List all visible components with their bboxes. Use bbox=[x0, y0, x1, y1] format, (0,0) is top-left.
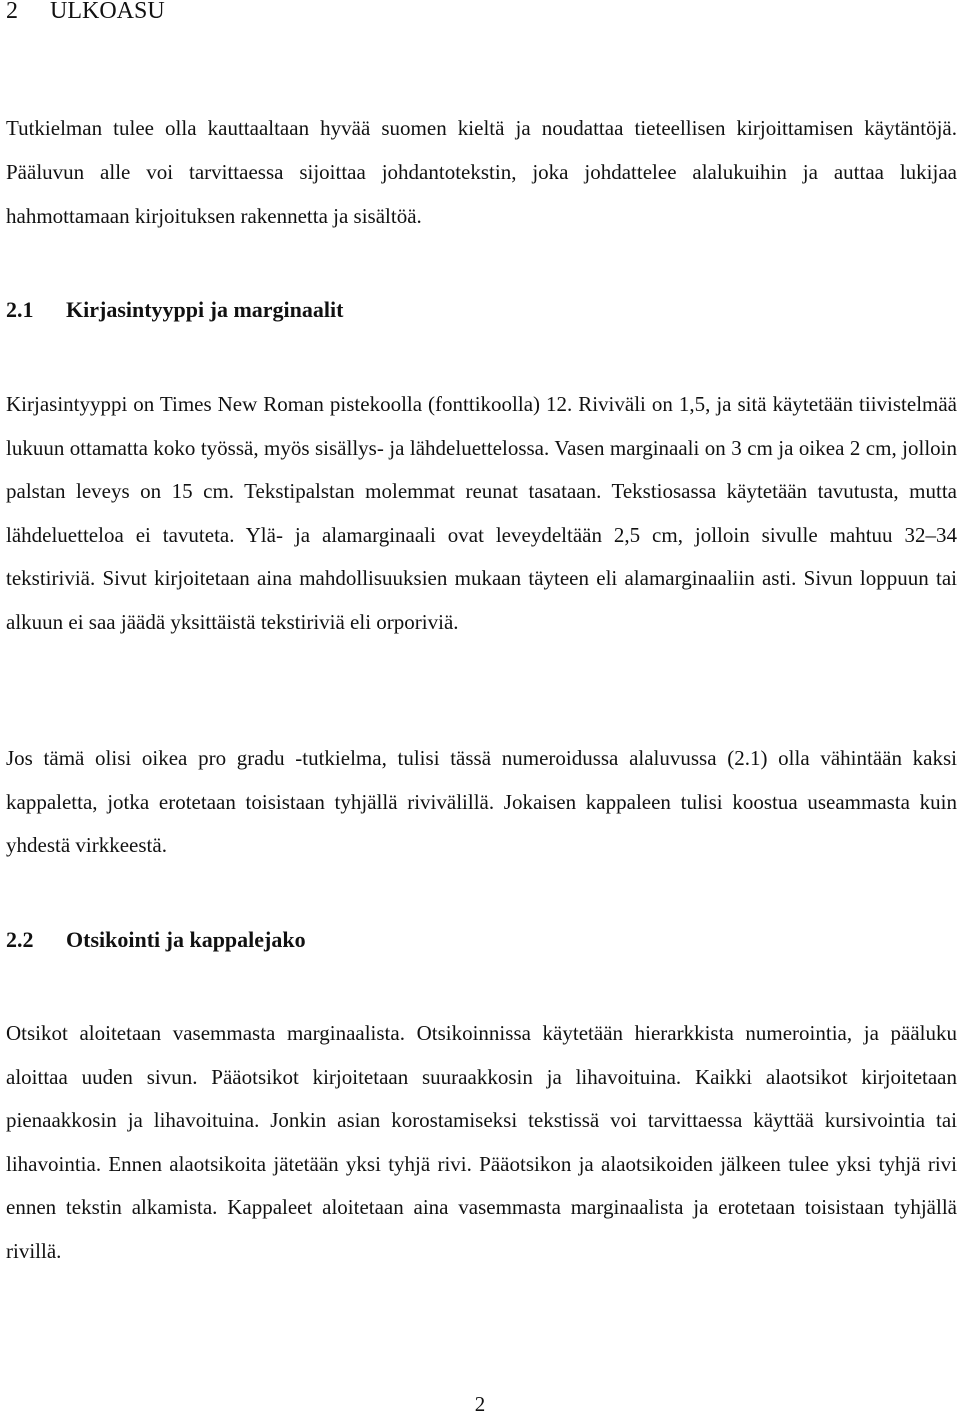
section-2-1-paragraph-1: Kirjasintyyppi on Times New Roman pistekoolla (fonttikoolla) 12. Riviväli on 1,5, ja sitä käytetään tiivistelmää lukuun ottamatta koko työssä, myös sisällys- ja lähdeluettelossa. Vasen marginaali on 3 cm ja oikea 2 cm, jolloin palstan leveys on 15 cm. Tekstipalstan molemmat reunat tasataan. Tekstiosassa käytetään tavutusta, mutta lähdeluetteloa ei tavuteta. Ylä- ja alamarginaali ovat leveydeltään 2,5 cm, jolloin sivulle mahtuu 32–34 tekstiriviä. Sivut kirjoitetaan aina mahdollisuuksien mukaan täyteen eli alamarginaaliin asti. Sivun loppuun tai alkuun ei saa jäädä yksittäistä tekstiriviä eli orporiviä. bbox=[6, 392, 957, 634]
chapter-title: ULKOASU bbox=[50, 0, 165, 24]
section-2-1-paragraph-2: Jos tämä olisi oikea pro gradu -tutkielma, tulisi tässä numeroidussa alaluvussa (2.1) olla vähintään kaksi kappaletta, jotka erotetaan toisistaan tyhjällä rivivälillä. Jokaisen kappaleen tulisi koostua useammasta kuin yhdestä virkkeestä. bbox=[6, 746, 957, 857]
section-2-2-title: Otsikointi ja kappalejako bbox=[66, 927, 306, 952]
section-2-1-number: 2.1 bbox=[6, 297, 34, 322]
section-2-1-title: Kirjasintyyppi ja marginaalit bbox=[66, 297, 344, 322]
chapter-heading bbox=[6, 0, 165, 28]
section-2-1-heading bbox=[6, 295, 343, 325]
page-number: 2 bbox=[474, 1392, 486, 1416]
intro-paragraph: Tutkielman tulee olla kauttaaltaan hyvää suomen kieltä ja noudattaa tieteellisen kirjoittamisen käytäntöjä. Pääluvun alle voi tarvittaessa sijoittaa johdantotekstin, joka johdattelee alalukuihin ja auttaa lukijaa hahmottamaan kirjoituksen rakennetta ja sisältöä. bbox=[6, 116, 957, 228]
chapter-number: 2 bbox=[6, 0, 18, 24]
section-2-2-heading bbox=[6, 925, 306, 955]
section-2-2-paragraph-1: Otsikot aloitetaan vasemmasta marginaalista. Otsikoinnissa käytetään hierarkkista numerointia, ja pääluku aloittaa uuden sivun. Pääotsikot kirjoitetaan suuraakkosin ja lihavoituina. Kaikki alaotsikot kirjoitetaan pienaakkosin ja lihavoituina. Jonkin asian korostamiseksi tekstissä voi tarvittaessa käyttää kursivointia tai lihavointia. Ennen alaotsikoita jätetään yksi tyhjä rivi. Pääotsikon ja alaotsikoiden jälkeen tulee yksi tyhjä rivi ennen tekstin alkamista. Kappaleet aloitetaan aina vasemmasta marginaalista ja erotetaan toisistaan tyhjällä rivillä. bbox=[6, 1021, 957, 1263]
section-2-2-number: 2.2 bbox=[6, 927, 34, 952]
